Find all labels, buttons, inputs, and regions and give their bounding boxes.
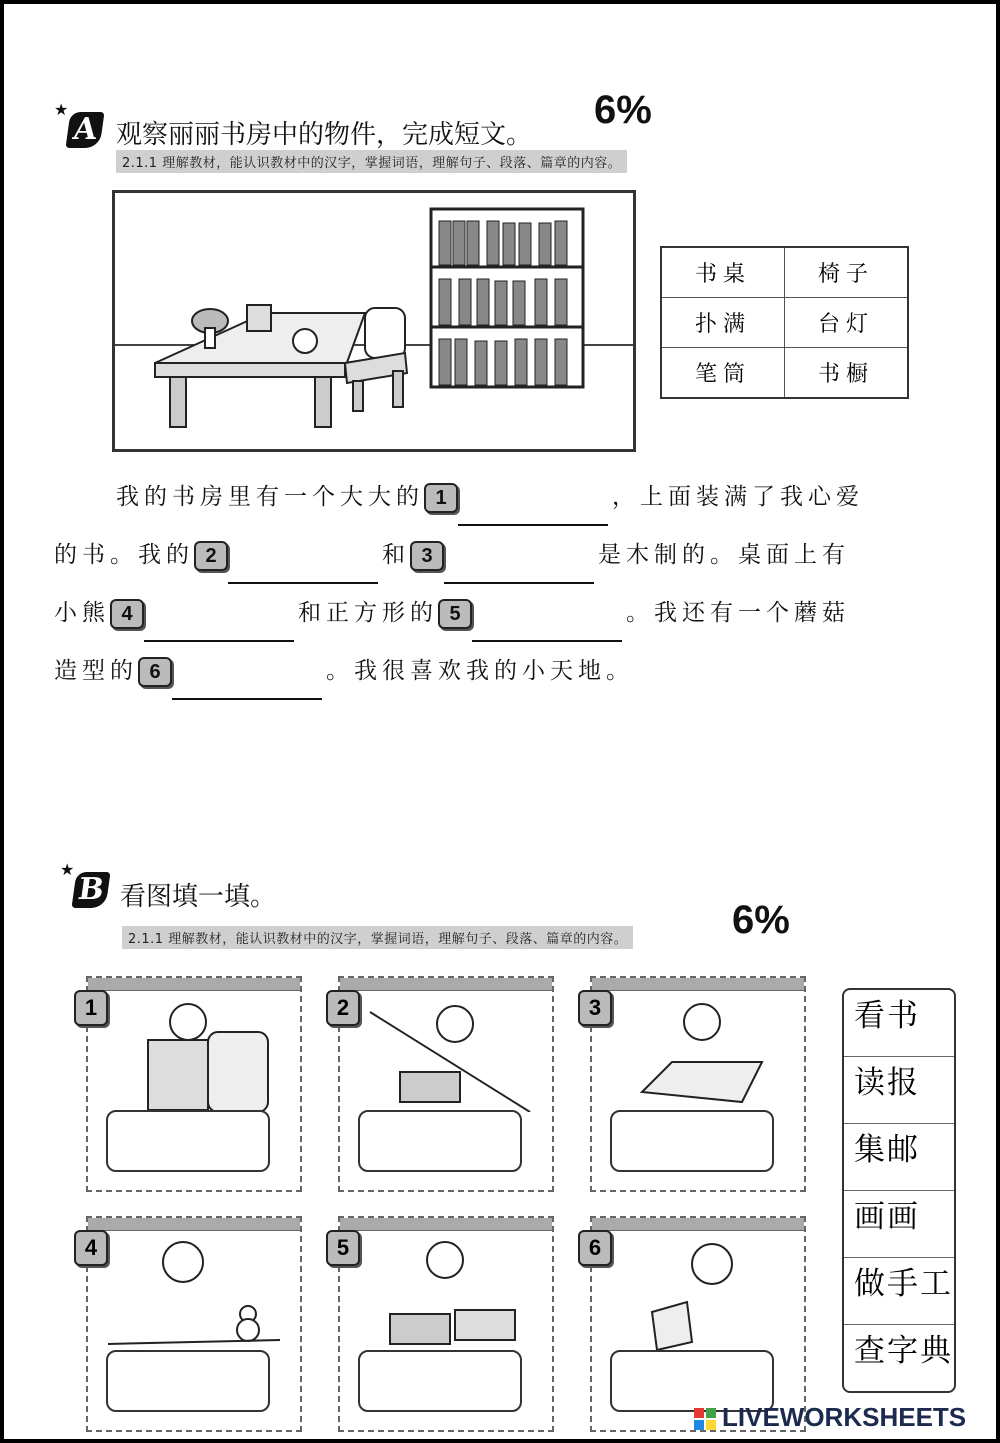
liveworksheets-logo: [694, 1402, 966, 1433]
picture-card-3: [590, 976, 806, 1192]
answer-box-5[interactable]: [358, 1350, 522, 1412]
paragraph-line-3: [54, 584, 974, 642]
section-b-letter: B: [71, 872, 110, 908]
liveworksheets-icon: [694, 1408, 718, 1430]
word-bank-item[interactable]: 查字典: [854, 1333, 953, 1369]
blank-number: 4: [110, 599, 144, 629]
boy-reading-book: [612, 1232, 784, 1352]
card-header: [340, 1218, 552, 1231]
answer-blank-1[interactable]: [458, 500, 608, 526]
section-b-word-bank: [842, 988, 956, 1393]
paragraph-text: 。我很喜欢我的小天地。: [326, 658, 634, 684]
card-number: 6: [578, 1230, 612, 1266]
word-bank-item[interactable]: 读报: [844, 1057, 954, 1124]
section-b-badge: [60, 860, 110, 912]
paragraph-text: 我的书房里有一个大大的: [116, 484, 424, 510]
paragraph-text: 造型的: [54, 658, 138, 684]
boy-reading-newspaper: [108, 992, 280, 1112]
card-number: 2: [326, 990, 360, 1026]
answer-blank-3[interactable]: [444, 558, 594, 584]
paragraph-text: ，上面装满了我心爱: [612, 484, 864, 510]
answer-box-3[interactable]: [610, 1110, 774, 1172]
answer-box-1[interactable]: [106, 1110, 270, 1172]
paragraph-line-1: [54, 468, 974, 526]
card-header: [340, 978, 552, 991]
answer-blank-6[interactable]: [172, 674, 322, 700]
picture-card-2: [338, 976, 554, 1192]
picture-card-5: [338, 1216, 554, 1432]
paragraph-text: 的书。我的: [54, 542, 194, 568]
word-bank-item: 椅子: [785, 247, 909, 298]
paragraph-line-4: [54, 642, 974, 700]
card-header: [592, 1218, 804, 1231]
word-bank-item: 扑满: [661, 298, 785, 348]
section-a-score: 6%: [594, 88, 652, 132]
section-a-letter: A: [65, 112, 104, 148]
blank-number: 6: [138, 657, 172, 687]
section-a-paragraph: [54, 468, 974, 700]
girl-with-stamp-album: [360, 992, 532, 1112]
word-bank-item: 台灯: [785, 298, 909, 348]
paragraph-line-2: [54, 526, 974, 584]
section-b-title: 看图填一填。: [120, 882, 277, 912]
section-a-objective: 2.1.1 理解教材，能认识教材中的汉字，掌握词语，理解句子、段落、篇章的内容。: [116, 150, 627, 173]
card-number: 4: [74, 1230, 108, 1266]
blank-number: 2: [194, 541, 228, 571]
word-bank-item[interactable]: 画画: [844, 1191, 954, 1258]
answer-box-2[interactable]: [358, 1110, 522, 1172]
study-room-illustration: [112, 190, 636, 452]
study-room-drawing: [115, 193, 633, 449]
brand-name: LIVEWORKSHEETS: [722, 1402, 967, 1432]
section-a-title: 观察丽丽书房中的物件，完成短文。: [116, 120, 533, 150]
girl-making-craft: [108, 1232, 280, 1352]
paragraph-text: 小熊: [54, 600, 110, 626]
section-b-objective: 2.1.1 理解教材，能认识教材中的汉字，掌握词语，理解句子、段落、篇章的内容。: [122, 926, 633, 949]
word-bank-item: 笔筒: [661, 348, 785, 399]
section-a-word-bank: [660, 246, 909, 399]
paragraph-text: 和: [382, 542, 410, 568]
word-bank-item[interactable]: 做手工: [844, 1258, 954, 1325]
paragraph-text: 是木制的。桌面上有: [598, 542, 850, 568]
card-header: [88, 978, 300, 991]
worksheet-page: [4, 4, 996, 1439]
answer-blank-4[interactable]: [144, 616, 294, 642]
girl-with-dictionary: [360, 1232, 532, 1352]
card-number: 1: [74, 990, 108, 1026]
answer-box-4[interactable]: [106, 1350, 270, 1412]
card-number: 5: [326, 1230, 360, 1266]
star-icon: ★: [60, 860, 75, 879]
star-icon: ★: [54, 100, 69, 119]
picture-card-1: [86, 976, 302, 1192]
card-number: 3: [578, 990, 612, 1026]
card-header: [88, 1218, 300, 1231]
word-bank-item[interactable]: 集邮: [844, 1124, 954, 1191]
section-b-score: 6%: [732, 898, 790, 942]
card-header: [592, 978, 804, 991]
answer-blank-2[interactable]: [228, 558, 378, 584]
picture-card-4: [86, 1216, 302, 1432]
paragraph-text: 。我还有一个蘑菇: [626, 600, 850, 626]
answer-blank-5[interactable]: [472, 616, 622, 642]
word-bank-item[interactable]: 看书: [844, 990, 954, 1057]
blank-number: 5: [438, 599, 472, 629]
word-bank-item: 书桌: [661, 247, 785, 298]
paragraph-text: 和正方形的: [298, 600, 438, 626]
blank-number: 1: [424, 483, 458, 513]
picture-card-6: [590, 1216, 806, 1432]
blank-number: 3: [410, 541, 444, 571]
word-bank-item: 书橱: [785, 348, 909, 399]
girl-drawing: [612, 992, 784, 1112]
section-a-badge: [54, 100, 104, 152]
